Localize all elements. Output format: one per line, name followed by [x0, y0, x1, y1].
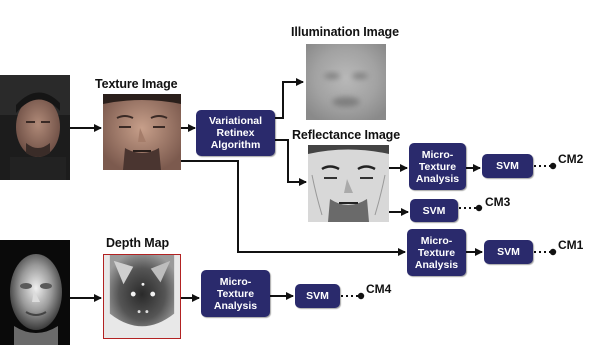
illumination-image-caption: Illumination Image — [291, 25, 399, 39]
reflectance-image — [308, 145, 389, 222]
svm-cm1-label: SVM — [497, 246, 520, 258]
cm4-label: CM4 — [366, 282, 392, 296]
arrow-retinex-to-illumination — [275, 82, 303, 118]
cm1-label: CM1 — [558, 238, 584, 252]
input-face-photo — [0, 75, 70, 180]
depth-map-image — [103, 254, 181, 339]
svm-box-cm2 — [482, 154, 533, 178]
dot-cm3 — [476, 205, 482, 211]
svm-cm4-label: SVM — [306, 290, 329, 302]
cm2-label: CM2 — [558, 152, 584, 166]
mta-depth-label: Micro-Texture Analysis — [213, 275, 258, 312]
illumination-image — [306, 44, 386, 120]
svm-box-cm4 — [295, 284, 340, 308]
micro-texture-analysis-depth-box — [201, 270, 270, 317]
dot-cm4 — [358, 293, 364, 299]
variational-retinex-box — [196, 110, 275, 156]
svm-box-cm3 — [410, 199, 458, 222]
micro-texture-analysis-texture-box — [407, 229, 466, 276]
reflectance-image-caption: Reflectance Image — [292, 128, 401, 142]
micro-texture-analysis-reflectance-box — [409, 143, 466, 190]
dot-cm2 — [550, 163, 556, 169]
retinex-label: Variational Retinex Algorithm — [208, 115, 263, 151]
depth-input-photo — [0, 240, 70, 345]
texture-image-caption: Texture Image — [95, 77, 178, 91]
depth-map-caption: Depth Map — [106, 236, 169, 250]
mta-reflectance-label: Micro-Texture Analysis — [415, 148, 460, 185]
svm-cm2-label: SVM — [496, 160, 519, 172]
mta-texture-label: Micro-Texture Analysis — [414, 234, 459, 271]
arrow-retinex-to-reflectance — [275, 140, 306, 182]
texture-image — [103, 94, 181, 170]
cm3-label: CM3 — [485, 195, 511, 209]
dot-cm1 — [550, 249, 556, 255]
svm-cm3-label: SVM — [422, 204, 446, 217]
svm-box-cm1 — [484, 240, 533, 264]
